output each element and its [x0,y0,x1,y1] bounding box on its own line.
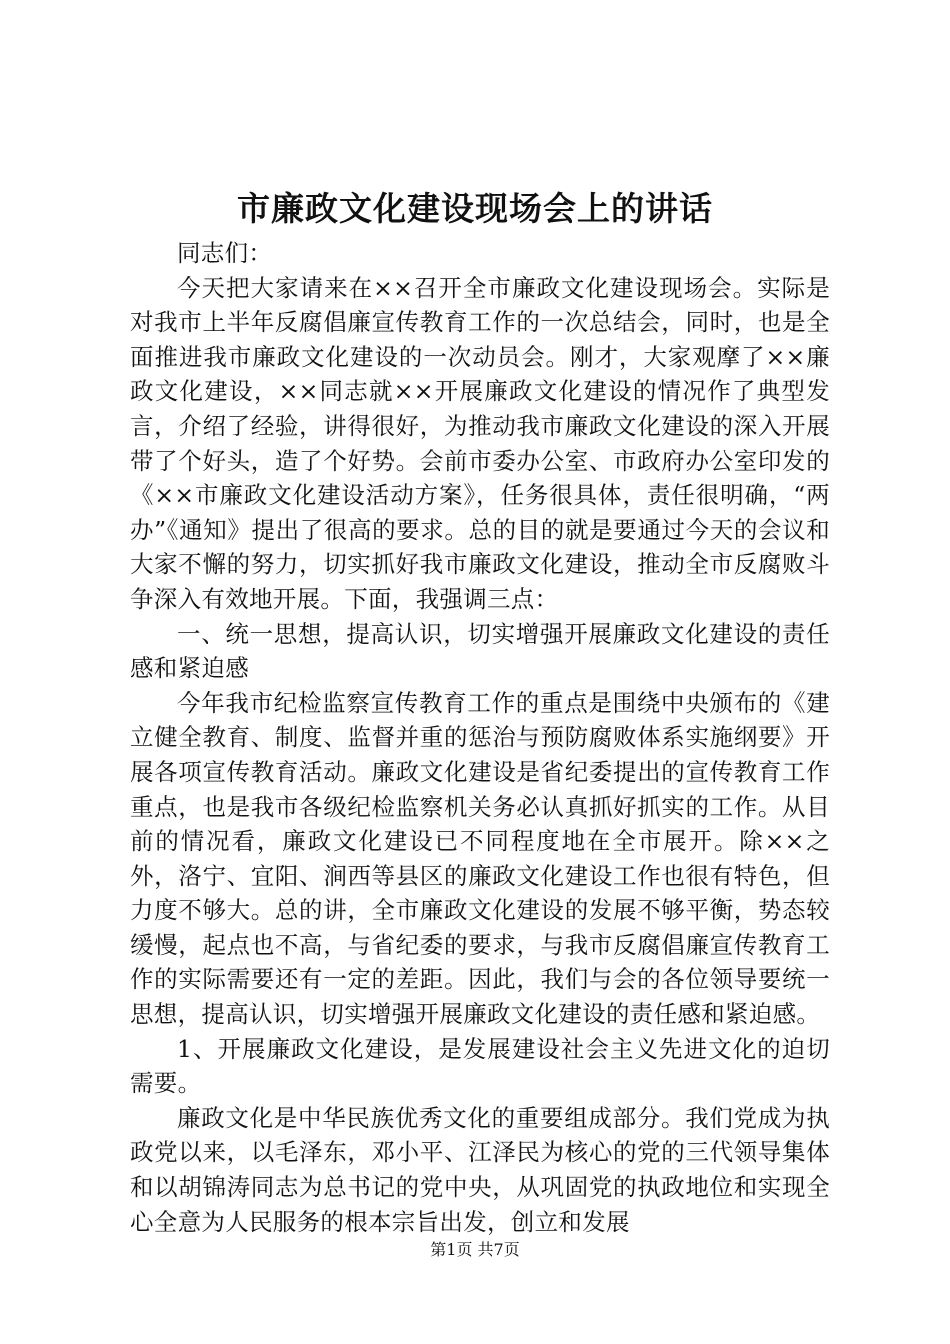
document-body [130,236,830,1239]
intro-paragraph: 今天把大家请来在××召开全市廉政文化建设现场会。实际是对我市上半年反腐倡廉宣传教育工作的一次总结会，同时，也是全面推进我市廉政文化建设的一次动员会。刚才，大家观摩了××廉政文化建设，××同志就××开展廉政文化建设的情况作了典型发言，介绍了经验，讲得很好，为推动我市廉政文化建设的深入开展带了个好头，造了个好势。会前市委办公室、市政府办公室印发的《××市廉政文化建设活动方案》，任务很具体，责任很明确，“两办”《通知》提出了很高的要求。总的目的就是要通过今天的会议和大家不懈的努力，切实抓好我市廉政文化建设，推动全市反腐败斗争深入有效地开展。下面，我强调三点： [130,273,830,613]
page-number-footer: 第1页 共7页 [430,1240,520,1259]
salutation-paragraph: 同志们： [177,239,273,267]
subsection-heading-1: 1、开展廉政文化建设，是发展建设社会主义先进文化的迫切需要。 [130,1034,830,1098]
document-title: 市廉政文化建设现场会上的讲话 [237,189,713,228]
section-heading-1: 一、统一思想，提高认识，切实增强开展廉政文化建设的责任感和紧迫感 [130,619,830,683]
section-1-paragraph: 今年我市纪检监察宣传教育工作的重点是围绕中央颁布的《建立健全教育、制度、监督并重的惩治与预防腐败体系实施纲要》开展各项宣传教育活动。廉政文化建设是省纪委提出的宣传教育工作重点，也是我市各级纪检监察机关务必认真抓好抓实的工作。从目前的情况看，廉政文化建设已不同程度地在全市展开。除××之外，洛宁、宜阳、涧西等县区的廉政文化建设工作也很有特色，但力度不够大。总的讲，全市廉政文化建设的发展不够平衡，势态较缓慢，起点也不高，与省纪委的要求，与我市反腐倡廉宣传教育工作的实际需要还有一定的差距。因此，我们与会的各位领导要统一思想，提高认识，切实增强开展廉政文化建设的责任感和紧迫感。 [130,688,830,1029]
subsection-1-paragraph: 廉政文化是中华民族优秀文化的重要组成部分。我们党成为执政党以来，以毛泽东，邓小平、江泽民为核心的党的三代领导集体和以胡锦涛同志为总书记的党中央，从巩固党的执政地位和实现全心全意为人民服务的根本宗旨出发，创立和发展 [130,1103,830,1236]
